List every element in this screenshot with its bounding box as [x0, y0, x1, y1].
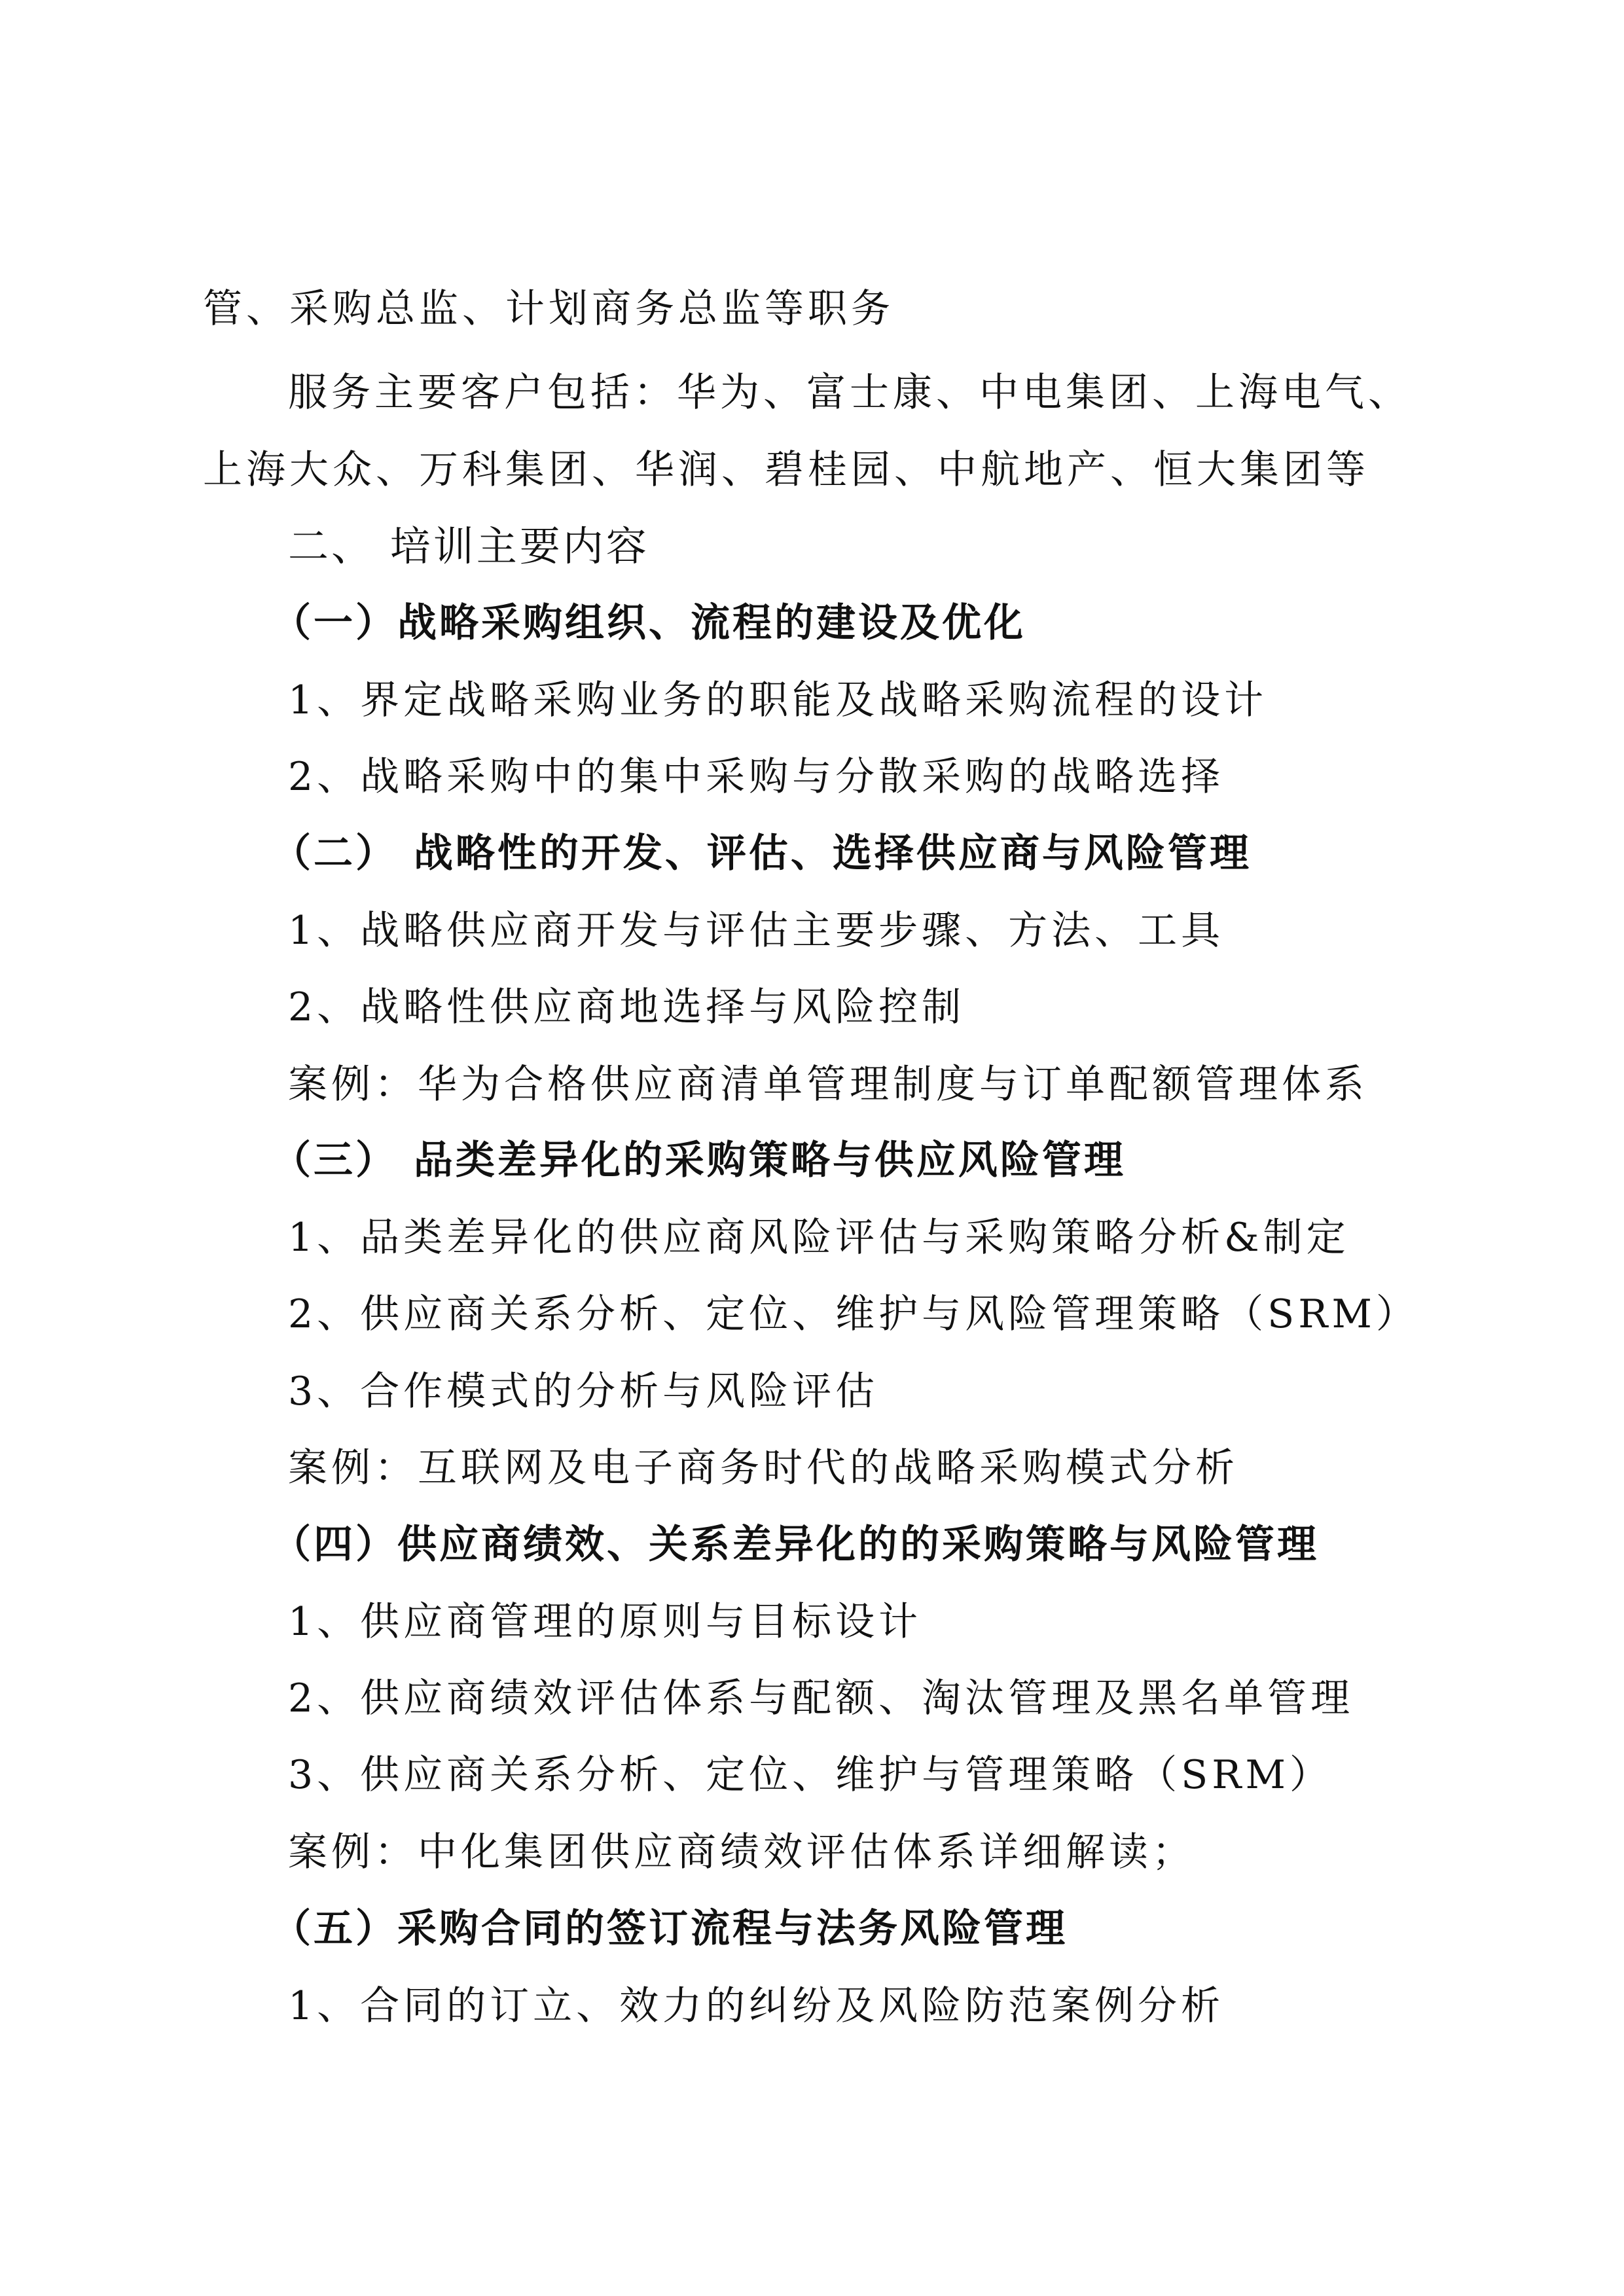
list-item: 1、界定战略采购业务的职能及战略采购流程的设计 [288, 677, 1268, 723]
list-item: 2、战略性供应商地选择与风险控制 [288, 984, 965, 1030]
list-item: 3、供应商关系分析、定位、维护与管理策略（SRM） [288, 1752, 1333, 1798]
case-item: 案例：华为合格供应商清单管理制度与订单配额管理体系 [288, 1062, 1368, 1107]
case-item: 案例：中化集团供应商绩效评估体系详细解读； [288, 1829, 1195, 1875]
intro-line-1: 管、采购总监、计划商务总监等职务 [203, 286, 894, 332]
list-item: 2、供应商关系分析、定位、维护与风险管理策略（SRM） [288, 1291, 1419, 1337]
intro-line-3: 上海大众、万科集团、华润、碧桂园、中航地产、恒大集团等 [203, 447, 1369, 493]
list-item: 1、品类差异化的供应商风险评估与采购策略分析&制定 [288, 1215, 1350, 1261]
case-item: 案例：互联网及电子商务时代的战略采购模式分析 [288, 1445, 1238, 1491]
subsection-3-title: （三） 品类差异化的采购策略与供应风险管理 [272, 1138, 1126, 1183]
list-item: 1、供应商管理的原则与目标设计 [288, 1599, 922, 1645]
intro-line-2: 服务主要客户包括：华为、富士康、中电集团、上海电气、 [288, 370, 1411, 416]
list-item: 1、战略供应商开发与评估主要步骤、方法、工具 [288, 908, 1225, 954]
list-item: 2、战略采购中的集中采购与分散采购的战略选择 [288, 754, 1225, 800]
section-heading: 二、 培训主要内容 [288, 522, 649, 570]
subsection-5-title: （五）采购合同的签订流程与法务风险管理 [272, 1906, 1068, 1952]
subsection-2-title: （二） 战略性的开发、评估、选择供应商与风险管理 [272, 831, 1252, 876]
list-item: 1、合同的订立、效力的纠纷及风险防范案例分析 [288, 1983, 1225, 2029]
subsection-1-title: （一）战略采购组织、流程的建设及优化 [272, 600, 1026, 646]
list-item: 2、供应商绩效评估体系与配额、淘汰管理及黑名单管理 [288, 1676, 1354, 1721]
list-item: 3、合作模式的分析与风险评估 [288, 1369, 879, 1414]
subsection-4-title: （四）供应商绩效、关系差异化的的采购策略与风险管理 [272, 1522, 1319, 1568]
